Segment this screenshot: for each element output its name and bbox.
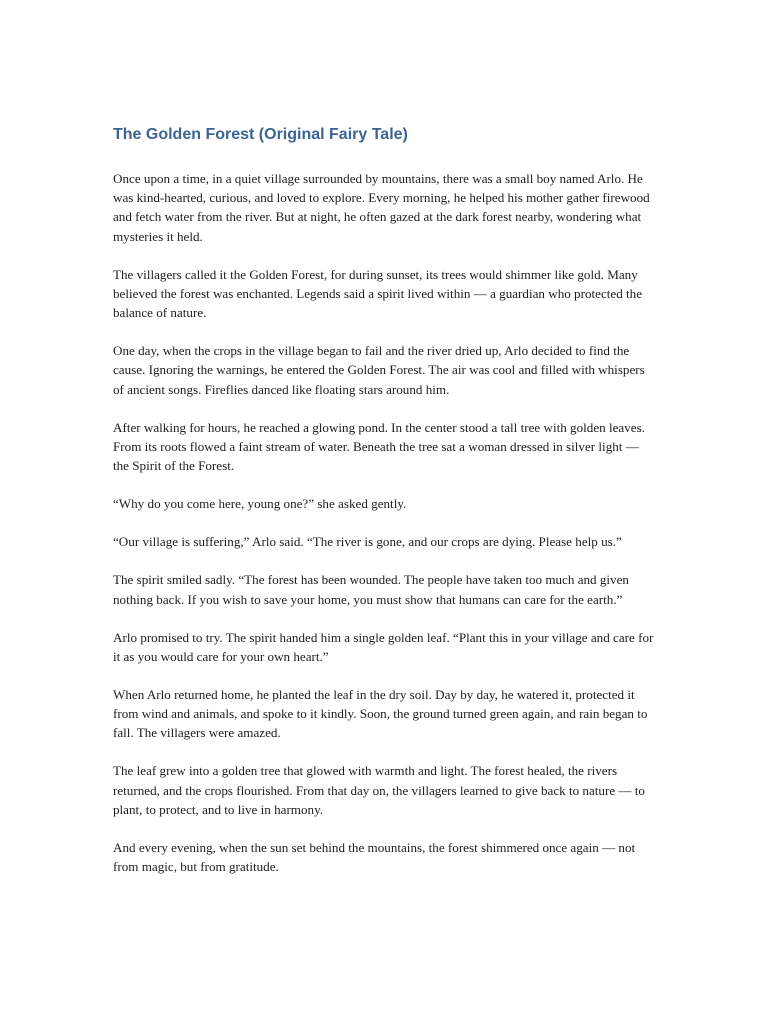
story-paragraph: And every evening, when the sun set behind the mountains, the forest shimmered once again — not from magic, but from gratitude. bbox=[113, 839, 636, 875]
story-paragraph: One day, when the crops in the village began to fail and the river dried up, Arlo decided to find the cause. Ignoring the warnings, he entered the Golden Forest. The air was cool and filled with whispers of ancient songs. Fireflies danced like floating stars around him. bbox=[113, 343, 645, 397]
story-paragraph: Arlo promised to try. The spirit handed him a single golden leaf. “Plant this in your village and care for it as you would care for your own heart.” bbox=[113, 629, 654, 664]
story-paragraph: After walking for hours, he reached a glowing pond. In the center stood a tall tree with golden leaves. From its roots flowed a faint stream of water. Beneath the tree sat a woman dressed in silver light — the Spirit of the Forest. bbox=[113, 419, 645, 474]
story-paragraph: The villagers called it the Golden Forest, for during sunset, its trees would shimmer like gold. Many believed the forest was enchanted. Legends said a spirit lived within — a guardian who protected the balance of nature. bbox=[113, 266, 643, 321]
story-paragraph: “Our village is suffering,” Arlo said. “The river is gone, and our crops are dying. Please help us.” bbox=[113, 534, 622, 550]
document-title: The Golden Forest (Original Fairy Tale) bbox=[113, 126, 408, 143]
story-paragraph: “Why do you come here, young one?” she asked gently. bbox=[113, 496, 407, 512]
document-body bbox=[113, 124, 658, 895]
story-paragraph: When Arlo returned home, he planted the leaf in the dry soil. Day by day, he watered it, protected it from wind and animals, and spoke to it kindly. Soon, the ground turned green again, and rain began to fall. The villagers were amazed. bbox=[113, 686, 648, 741]
story-paragraph: Once upon a time, in a quiet village surrounded by mountains, there was a small boy named Arlo. He was kind-hearted, curious, and loved to explore. Every morning, he helped his mother gather firewood and fetch water from the river. But at night, he often gazed at the dark forest nearby, wondering what mysteries it held. bbox=[113, 171, 650, 244]
story-paragraph: The leaf grew into a golden tree that glowed with warmth and light. The forest healed, the rivers returned, and the crops flourished. From that day on, the villagers learned to give back to nature — to plant, to protect, and to live in harmony. bbox=[113, 763, 645, 817]
story-paragraph: The spirit smiled sadly. “The forest has been wounded. The people have taken too much and given nothing back. If you wish to save your home, you must show that humans can care for the earth.” bbox=[113, 572, 629, 607]
